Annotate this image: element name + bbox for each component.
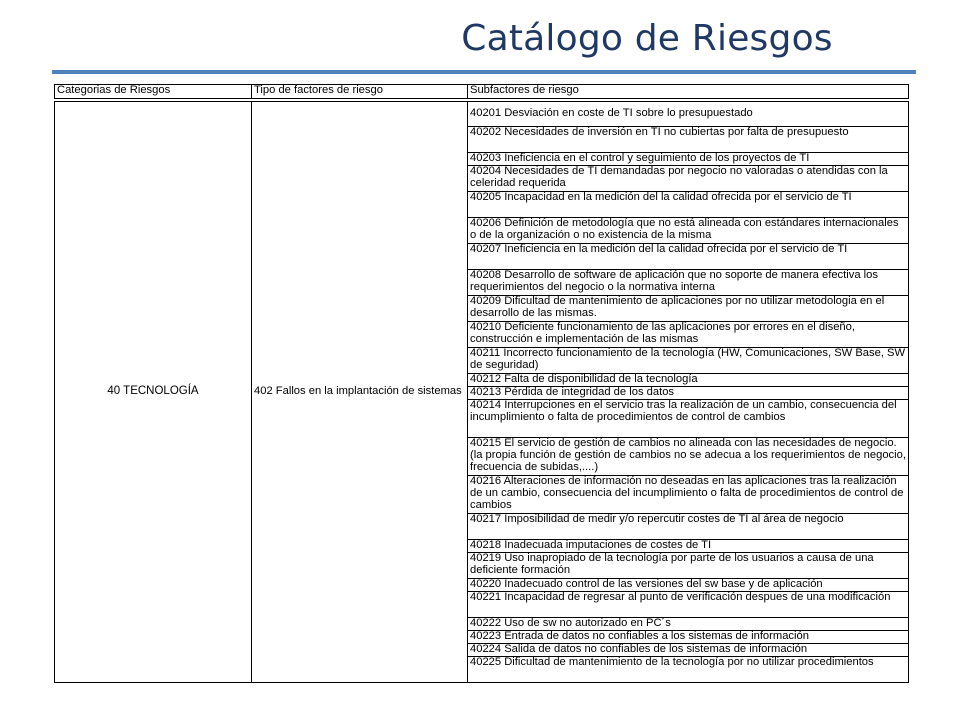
subfactor-cell: 40203 Ineficiencia en el control y seguimiento de los proyectos de TI <box>468 153 909 166</box>
subfactor-cell: 40222 Uso de sw no autorizado en PC´s <box>468 618 909 631</box>
subfactor-cell: 40219 Uso inapropiado de la tecnología por parte de los usuarios a causa de una deficiente formación <box>468 553 909 579</box>
header-categorias: Categorias de Riesgos <box>55 85 252 99</box>
subfactor-cell: 40217 Imposibilidad de medir y/o repercutir costes de TI al área de negocio <box>468 514 909 540</box>
page-title: Catálogo de Riesgos <box>461 18 833 59</box>
subfactor-cell: 40213 Pérdida de integridad de los datos <box>468 387 909 400</box>
subfactor-cell: 40223 Entrada de datos no confiables a los sistemas de información <box>468 631 909 644</box>
title-divider <box>52 70 916 74</box>
subfactor-cell: 40216 Alteraciones de información no deseadas en las aplicaciones tras la realización de un cambio, consecuencia del incumplimiento o falta de procedimientos de control de cambios <box>468 476 909 514</box>
subfactor-cell: 40225 Dificultad de mantenimiento de la tecnología por no utilizar procedimientos <box>468 657 909 683</box>
subfactor-cell: 40215 El servicio de gestión de cambios no alineada con las necesidades de negocio. (la propia función de gestión de cambios no se adecua a los requerimientos de negocio, frecuencia de subidas,....) <box>468 438 909 476</box>
category-cell: 40 TECNOLOGÍA <box>55 102 252 683</box>
factor-type-cell: 402 Fallos en la implantación de sistemas <box>252 102 468 683</box>
subfactor-cell: 40205 Incapacidad en la medición del la calidad ofrecida por el servicio de TI <box>468 192 909 218</box>
subfactor-cell: 40204 Necesidades de TI demandadas por negocio no valoradas o atendidas con la celeridad requerida <box>468 166 909 192</box>
header-subfactores: Subfactores de riesgo <box>468 85 909 99</box>
subfactor-cell: 40209 Dificultad de mantenimiento de aplicaciones por no utilizar metodologia en el desarrollo de las mismas. <box>468 296 909 322</box>
subfactor-cell: 40218 Inadecuada imputaciones de costes de TI <box>468 540 909 553</box>
subfactor-cell: 40202 Necesidades de inversión en TI no cubiertas por falta de presupuesto <box>468 127 909 153</box>
subfactor-cell: 40207 Ineficiencia en la medición del la calidad ofrecida por el servicio de TI <box>468 244 909 270</box>
subfactor-cell: 40201 Desviación en coste de TI sobre lo presupuestado <box>468 102 909 127</box>
subfactor-cell: 40210 Deficiente funcionamiento de las aplicaciones por errores en el diseño, construcción e implementación de las mismas <box>468 322 909 348</box>
risk-catalog-table <box>54 84 909 683</box>
subfactor-cell: 40208 Desarrollo de software de aplicación que no soporte de manera efectiva los requerimientos del negocio o la normativa interna <box>468 270 909 296</box>
header-tipo-factores: Tipo de factores de riesgo <box>252 85 468 99</box>
subfactor-cell: 40211 Incorrecto funcionamiento de la tecnología (HW, Comunicaciones, SW Base, SW de seguridad) <box>468 348 909 374</box>
table-header-row <box>55 85 909 99</box>
subfactor-cell: 40206 Definición de metodología que no está alineada con estándares internacionales o de la organización o no existencia de la misma <box>468 218 909 244</box>
subfactor-cell: 40224 Salida de datos no confiables de los sistemas de información <box>468 644 909 657</box>
table-row <box>55 102 909 127</box>
subfactor-cell: 40220 Inadecuado control de las versiones del sw base y de aplicación <box>468 579 909 592</box>
subfactor-cell: 40214 Interrupciones en el servicio tras la realización de un cambio, consecuencia del incumplimiento o falta de procedimientos de control de cambios <box>468 400 909 438</box>
subfactor-cell: 40221 Incapacidad de regresar al punto de verificación despues de una modificación <box>468 592 909 618</box>
subfactor-cell: 40212 Falta de disponibilidad de la tecnología <box>468 374 909 387</box>
